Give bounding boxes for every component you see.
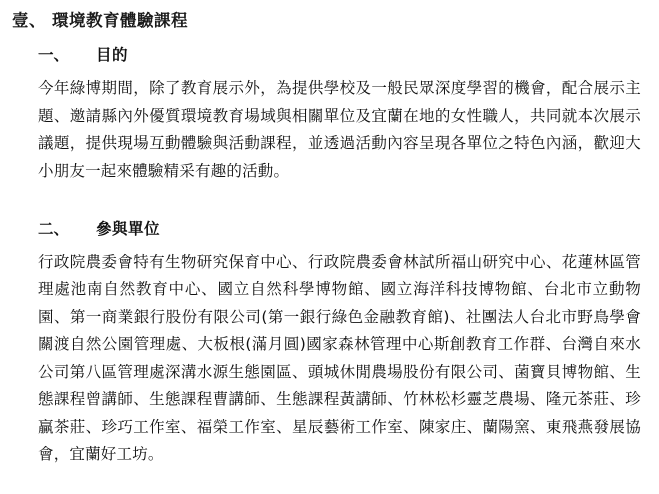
page-title-number: 壹、	[12, 11, 46, 30]
section-participants-body: 行政院農委會特有生物研究保育中心、行政院農委會林試所福山研究中心、花蓮林區管理處池南自然教育中心、國立自然科學博物館、國立海洋科技博物館、台北市立動物園、第一商業銀行股份有限公司(第一銀行綠色金融教育館)、社團法人台北市野鳥學會關渡自然公園管理處、大板根(滿月圓)國家森林管理中心斯創教育工作群、台灣自來水公司第八區管理處深溝水源生態園區、頭城休閒農場股份有限公司、菌寶貝博物館、生態課程曾講師、生態課程曹講師、生態課程黃講師、竹林松杉靈芝農場、隆元茶莊、珍贏茶莊、珍巧工作室、福榮工作室、星辰藝術工作室、陳家庄、蘭陽窯、東飛燕發展協會，宜蘭好工坊。	[38, 252, 641, 464]
page-title	[12, 10, 647, 31]
section-participants	[12, 219, 647, 469]
section-purpose-heading	[12, 45, 647, 67]
section-participants-number: 二、	[38, 220, 70, 239]
section-purpose-label: 目的	[96, 46, 129, 65]
section-participants-label: 參與單位	[96, 220, 161, 239]
section-purpose-number: 一、	[38, 46, 70, 65]
page-title-text: 環境教育體驗課程	[52, 11, 188, 30]
section-purpose	[12, 45, 647, 185]
section-gap	[12, 185, 647, 219]
section-participants-heading	[12, 219, 647, 241]
section-purpose-body: 今年綠博期間，除了教育展示外，為提供學校及一般民眾深度學習的機會，配合展示主題、邀請縣內外優質環境教育場域與相關單位及宜蘭在地的女性職人，共同就本次展示議題，提供現場互動體驗與活動課程，並透過活動內容呈現各單位之特色內涵，歡迎大小朋友一起來體驗精采有趣的活動。	[38, 79, 641, 180]
